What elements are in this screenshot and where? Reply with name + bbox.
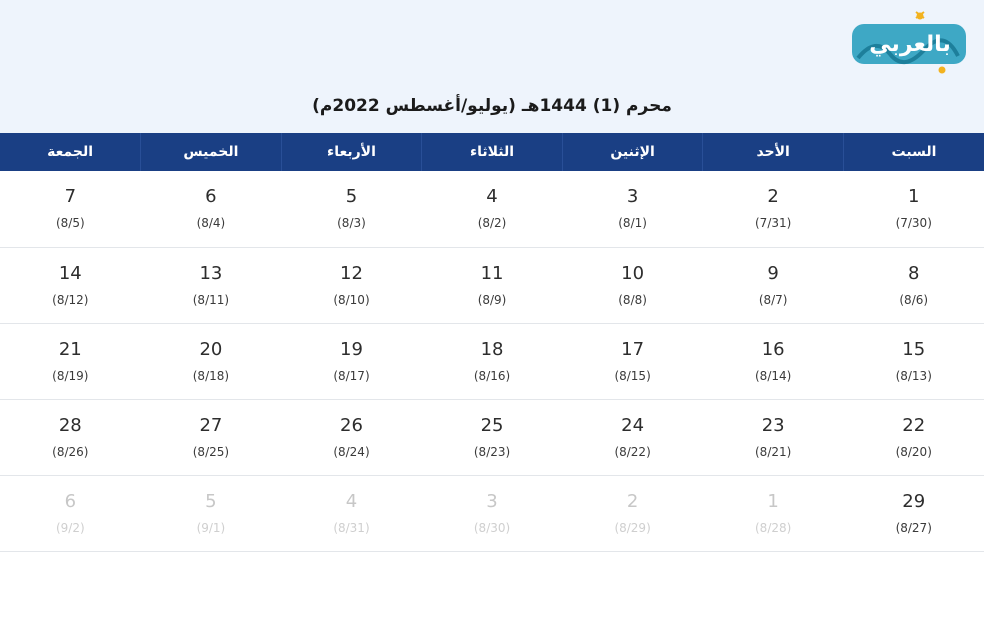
day-cell[interactable] <box>422 323 563 399</box>
gregorian-date: (8/23) <box>473 444 511 459</box>
day-cell[interactable] <box>0 171 141 247</box>
hijri-day-number: 1 <box>767 490 779 512</box>
gregorian-date: (8/21) <box>755 444 792 459</box>
hijri-day-number: 5 <box>205 490 217 512</box>
weekday-header: الأربعاء <box>281 133 422 171</box>
page-header <box>0 0 984 133</box>
hijri-day-number: 24 <box>621 414 645 436</box>
hijri-day-number: 4 <box>486 186 498 207</box>
gregorian-date: (8/1) <box>618 216 647 230</box>
day-cell-next-month[interactable] <box>281 475 422 551</box>
day-cell[interactable] <box>141 399 282 475</box>
site-logo[interactable] <box>846 6 974 82</box>
week-row <box>0 475 984 551</box>
day-cell[interactable] <box>703 323 844 399</box>
hijri-day-number: 22 <box>902 414 926 436</box>
day-cell-next-month[interactable] <box>0 475 141 551</box>
gregorian-date: (8/7) <box>758 292 788 307</box>
day-cell[interactable] <box>141 323 282 399</box>
gregorian-date: (8/9) <box>477 292 507 307</box>
day-cell-next-month[interactable] <box>562 475 703 551</box>
hijri-day-number: 15 <box>902 338 926 360</box>
day-cell[interactable] <box>843 475 984 551</box>
hijri-day-number: 7 <box>64 186 77 207</box>
logo-text: بالعربي <box>869 32 951 57</box>
hijri-day-number: 25 <box>480 414 504 436</box>
gregorian-date: (8/3) <box>337 216 366 230</box>
day-cell[interactable] <box>562 171 703 247</box>
gregorian-date: (8/26) <box>52 444 89 459</box>
hijri-day-number: 29 <box>902 490 926 512</box>
hijri-day-number: 11 <box>480 262 504 284</box>
day-cell[interactable] <box>281 399 422 475</box>
day-cell[interactable] <box>703 399 844 475</box>
day-cell[interactable] <box>843 323 984 399</box>
hijri-day-number: 18 <box>480 338 504 360</box>
gregorian-date: (7/30) <box>895 216 932 230</box>
day-cell[interactable] <box>843 171 984 247</box>
gregorian-date: (8/17) <box>333 368 370 383</box>
hijri-day-number: 17 <box>621 338 645 360</box>
day-cell-next-month[interactable] <box>141 475 282 551</box>
hijri-day-number: 13 <box>199 262 223 284</box>
day-cell[interactable] <box>281 171 422 247</box>
day-cell[interactable] <box>422 399 563 475</box>
weekday-header-row <box>0 133 984 171</box>
hijri-day-number: 10 <box>621 262 645 284</box>
gregorian-date: (8/28) <box>755 520 792 535</box>
weekday-header: الجمعة <box>47 144 94 160</box>
gregorian-date: (8/22) <box>614 444 651 459</box>
gregorian-date: (7/31) <box>755 216 792 230</box>
hijri-day-number: 12 <box>340 262 363 284</box>
gregorian-date: (8/2) <box>477 216 507 230</box>
hijri-day-number: 21 <box>58 338 82 360</box>
gregorian-date: (8/11) <box>192 292 230 307</box>
day-cell[interactable] <box>562 247 703 323</box>
hijri-day-number: 16 <box>761 338 785 360</box>
hijri-day-number: 5 <box>345 186 358 207</box>
day-cell[interactable] <box>703 171 844 247</box>
weekday-header: الخميس <box>141 133 282 171</box>
gregorian-date: (8/25) <box>192 444 230 459</box>
hijri-day-number: 19 <box>340 338 363 360</box>
gregorian-date: (8/19) <box>52 368 89 383</box>
gregorian-date: (8/20) <box>895 444 932 459</box>
day-cell[interactable] <box>141 171 282 247</box>
hijri-day-number: 4 <box>345 490 358 512</box>
gregorian-date: (8/14) <box>755 368 792 383</box>
gregorian-date: (8/24) <box>333 444 370 459</box>
gregorian-date: (8/13) <box>895 368 932 383</box>
week-row <box>0 171 984 247</box>
day-cell[interactable] <box>0 247 141 323</box>
weekday-header: السبت <box>843 133 984 171</box>
day-cell[interactable] <box>422 171 563 247</box>
gregorian-date: (8/6) <box>899 292 929 307</box>
hijri-day-number: 28 <box>58 414 82 436</box>
day-cell[interactable] <box>703 247 844 323</box>
day-cell-next-month[interactable] <box>703 475 844 551</box>
gregorian-date: (8/29) <box>614 520 651 535</box>
hijri-day-number: 2 <box>626 490 639 512</box>
hijri-day-number: 2 <box>767 186 779 207</box>
gregorian-date: (8/8) <box>618 292 647 307</box>
day-cell-next-month[interactable] <box>422 475 563 551</box>
hijri-day-number: 6 <box>205 186 217 207</box>
gregorian-date: (8/10) <box>333 292 370 307</box>
hijri-day-number: 8 <box>907 262 920 284</box>
day-cell[interactable] <box>843 247 984 323</box>
gregorian-date: (8/15) <box>614 368 651 383</box>
weekday-header: الثلاثاء <box>422 133 563 171</box>
gregorian-date: (9/2) <box>55 520 85 535</box>
gregorian-date: (8/18) <box>192 368 230 383</box>
page-title: محرم (1) 1444هـ (يوليو/أغسطس 2022م) <box>312 96 672 116</box>
weekday-header: الأحد <box>703 133 844 171</box>
day-cell[interactable] <box>141 247 282 323</box>
week-row <box>0 323 984 399</box>
day-cell[interactable] <box>843 399 984 475</box>
hijri-day-number: 14 <box>58 262 82 284</box>
gregorian-date: (8/4) <box>196 216 226 230</box>
day-cell[interactable] <box>0 399 141 475</box>
day-cell[interactable] <box>0 323 141 399</box>
hijri-day-number: 26 <box>340 414 363 436</box>
gregorian-date: (9/1) <box>196 520 226 535</box>
gregorian-date: (8/31) <box>333 520 370 535</box>
hijri-calendar-table <box>0 133 984 552</box>
day-cell[interactable] <box>281 247 422 323</box>
day-cell[interactable] <box>562 399 703 475</box>
gregorian-date: (8/5) <box>55 216 85 230</box>
day-cell[interactable] <box>281 323 422 399</box>
day-cell[interactable] <box>422 247 563 323</box>
day-cell[interactable] <box>562 323 703 399</box>
hijri-day-number: 1 <box>907 186 920 207</box>
hijri-day-number: 23 <box>761 414 785 436</box>
gregorian-date: (8/30) <box>473 520 511 535</box>
week-row <box>0 247 984 323</box>
hijri-day-number: 9 <box>767 262 779 284</box>
hijri-day-number: 3 <box>486 490 498 512</box>
gregorian-date: (8/16) <box>473 368 511 383</box>
hijri-day-number: 3 <box>626 186 639 207</box>
weekday-header: الإثنين <box>562 133 703 171</box>
week-row <box>0 399 984 475</box>
gregorian-date: (8/27) <box>895 520 932 535</box>
hijri-day-number: 6 <box>64 490 77 512</box>
gregorian-date: (8/12) <box>52 292 89 307</box>
hijri-day-number: 20 <box>199 338 223 360</box>
hijri-day-number: 27 <box>199 414 223 436</box>
